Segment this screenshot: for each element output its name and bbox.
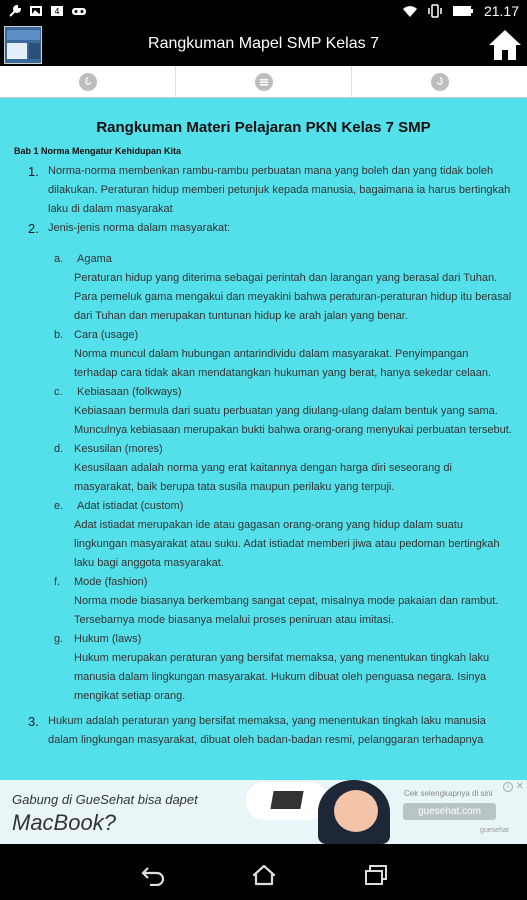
list-number: 2.	[28, 221, 39, 236]
sub-letter: b.	[54, 329, 64, 341]
status-bar	[0, 0, 527, 24]
ad-close-icon[interactable]: ✕	[515, 781, 524, 792]
sub-body: Adat istiadat merupakan ide atau gagasan orang-orang yang hidup dalam suatu lingkungan masyarakat atau suku. Adat istiadat memberi jiwa atau pedoman bertingkah laku bagi anggota masyarakat.	[74, 519, 500, 569]
ad-info-icon[interactable]: i	[503, 782, 513, 792]
sub-body: Hukum merupakan peraturan yang bersifat memaksa, yang menentukan tingkah laku manusia dalam lingkungan masyarakat. Hukum dibuat oleh penguasa negara. Isinya mengikat setiap orang.	[74, 652, 490, 702]
wrench-icon	[8, 4, 22, 18]
sub-body: Kesusilaan adalah norma yang erat kaitannya dengan harga diri seseorang di masyarakat, baik berupa tata susila maupun perilaku yang terpuji.	[74, 462, 452, 493]
sub-heading: Kesusilan (mores)	[74, 443, 163, 455]
svg-text:4: 4	[54, 7, 60, 16]
sub-body: Peraturan hidup yang diterima sebagai perintah dan larangan yang berasal dari Tuhan. Para pemeluk gama mengakui dan meyakini bahwa peraturan-peraturan hidup itu berasal dari Tuhan dan merupakan tuntunan hidup ke arah jalan yang benar.	[74, 272, 512, 322]
ad-product: MacBook?	[12, 810, 116, 835]
system-nav-bar	[0, 844, 527, 900]
ad-cta-button[interactable]: guesehat.com	[403, 803, 496, 820]
sub-letter: g.	[54, 633, 64, 645]
list-text: Jenis-jenis norma dalam masyarakat:	[48, 222, 231, 234]
menu-button[interactable]	[176, 66, 352, 97]
sub-heading: Adat istiadat (custom)	[77, 500, 184, 512]
back-icon	[79, 73, 97, 91]
vibrate-icon	[428, 4, 442, 18]
status-time: 21.17	[483, 3, 519, 19]
battery-icon	[452, 5, 474, 17]
sub-letter: c.	[54, 386, 63, 398]
gamepad-icon	[71, 4, 87, 18]
article-subtitle: Bab 1 Norma Mengatur Kehidupan Kita	[14, 146, 182, 156]
sub-heading: Cara (usage)	[74, 329, 139, 341]
article-content[interactable]	[0, 98, 527, 780]
list-item	[14, 162, 513, 219]
sub-list-item	[48, 326, 513, 383]
laptop-icon	[270, 791, 303, 809]
sub-list-item	[48, 573, 513, 630]
image-icon	[29, 4, 43, 18]
signal-icon	[50, 4, 64, 18]
home-button[interactable]	[487, 28, 523, 62]
list-number: 3.	[28, 714, 39, 729]
sub-list	[48, 250, 513, 706]
list-item	[14, 219, 513, 706]
sub-letter: e.	[54, 500, 64, 512]
sub-letter: d.	[54, 443, 64, 455]
sub-letter: a.	[54, 253, 64, 265]
home-icon	[487, 28, 523, 62]
list-text: Hukum adalah peraturan yang bersifat memaksa, yang menentukan tingkah laku manusia dalam lingkungan masyarakat, dibuat oleh badan-badan resmi, pelanggaran terhadapnya	[48, 715, 486, 746]
sub-list-item	[48, 630, 513, 706]
app-bar	[0, 24, 527, 66]
ad-brand: guesehat	[480, 827, 509, 834]
recents-nav-icon	[363, 864, 389, 886]
status-right-icons	[402, 3, 519, 19]
sub-list-item	[48, 250, 513, 326]
nav-toolbar	[0, 66, 527, 98]
ad-banner[interactable]	[0, 780, 527, 844]
ad-note: Cek selengkapnya di sini	[404, 789, 493, 798]
sub-list-item	[48, 383, 513, 440]
sub-heading: Mode (fashion)	[74, 576, 148, 588]
forward-icon	[431, 73, 449, 91]
app-title: Rangkuman Mapel SMP Kelas 7	[148, 35, 379, 52]
back-nav-button[interactable]	[140, 864, 166, 886]
sub-body: Norma muncul dalam hubungan antarindividu dalam masyarakat. Penyimpangan terhadap cara tidak akan mendatangkan hukuman yang berat, hanya sekedar celaan.	[74, 348, 492, 379]
sub-letter: f.	[54, 576, 61, 588]
status-left-icons	[8, 4, 87, 18]
main-list	[14, 162, 513, 750]
home-nav-icon	[251, 864, 277, 886]
sub-heading: Agama	[77, 253, 112, 265]
article-title: Rangkuman Materi Pelajaran PKN Kelas 7 SMP	[96, 119, 431, 136]
sub-heading: Kebiasaan (folkways)	[77, 386, 182, 398]
list-item	[14, 712, 513, 750]
ad-headline: Gabung di GueSehat bisa dapet	[12, 792, 198, 807]
ad-character-face	[334, 790, 378, 832]
recents-nav-button[interactable]	[363, 864, 389, 886]
wifi-icon	[402, 4, 418, 18]
home-nav-button[interactable]	[251, 864, 277, 886]
sub-list-item	[48, 497, 513, 573]
sub-body: Norma mode biasanya berkembang sangat cepat, misalnya mode pakaian dan rambut. Tersebarnya mode biasanya melalui proses peniruan atau imitasi.	[74, 595, 499, 626]
forward-button[interactable]	[352, 66, 527, 97]
list-number: 1.	[28, 164, 39, 179]
sub-heading: Hukum (laws)	[74, 633, 142, 645]
sub-body: Kebiasaan bermula dari suatu perbuatan yang diulang-ulang dalam bentuk yang sama. Munculnya kebiasaan merupakan bukti bahwa orang-orang menyukai perbuatan tersebut.	[74, 405, 512, 436]
sub-list-item	[48, 440, 513, 497]
back-button[interactable]	[0, 66, 176, 97]
menu-icon	[255, 73, 273, 91]
list-text: Norma-norma membenkan rambu-rambu perbuatan mana yang boleh dan yang tidak boleh dilakukan. Peraturan hidup memberi petunjuk kepada manusia, bagaimana ia harus bertingkah laku di dalam masyarakat	[48, 165, 511, 215]
back-nav-icon	[140, 864, 166, 886]
